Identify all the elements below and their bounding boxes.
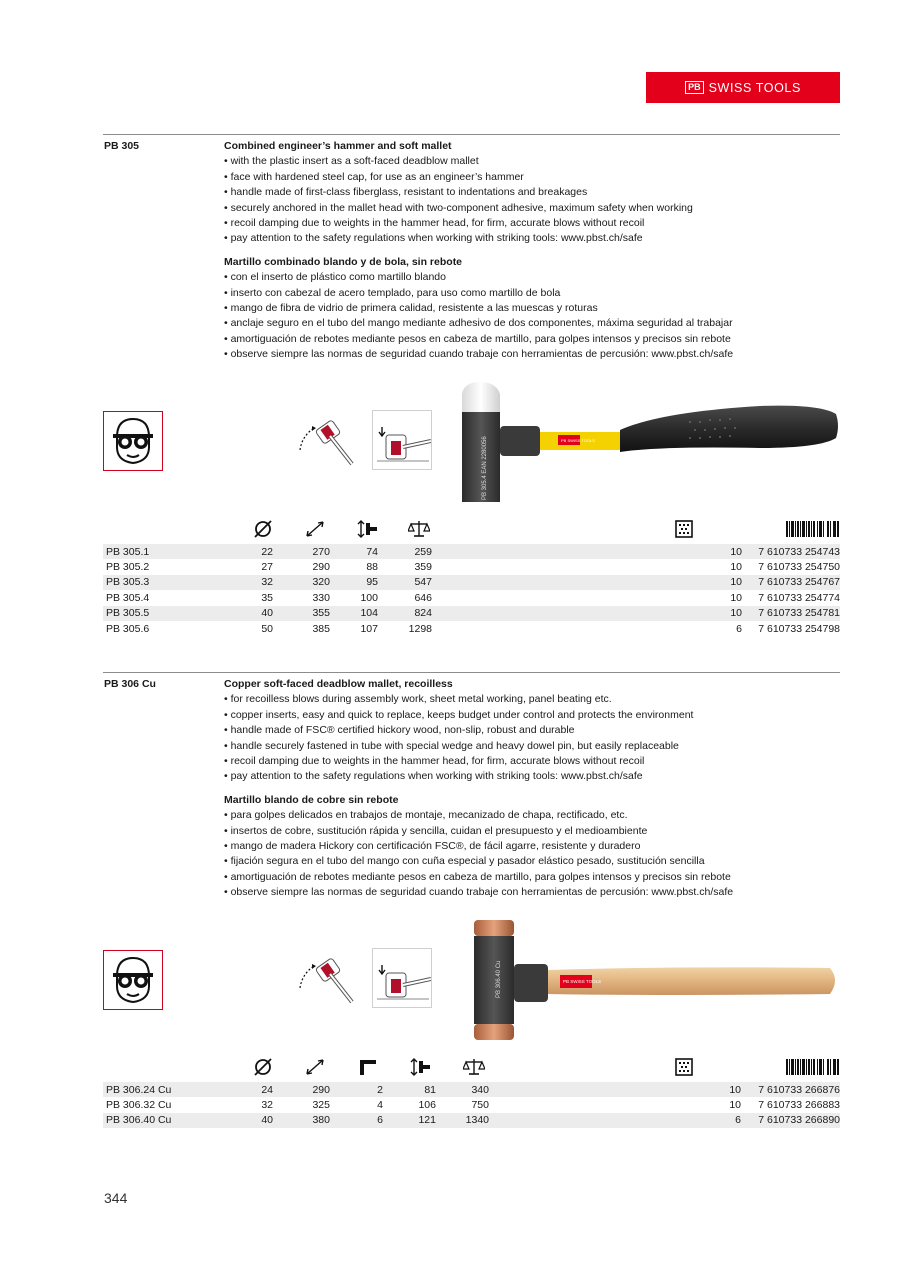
cell-ean: 7 610733 254798: [758, 622, 840, 635]
cell-length: 320: [273, 575, 330, 590]
table-header-icons: [103, 518, 840, 544]
head-length-icon: [409, 1056, 433, 1078]
cell-code: PB 306.32 Cu: [106, 1099, 172, 1112]
handle-label: PB SWISS TOOLS: [563, 979, 602, 984]
table-row: [103, 1097, 840, 1112]
page-number: 344: [104, 1190, 128, 1206]
bullet-en: • recoil damping due to weights in the hammer head, for firm, accurate blows without recoil: [224, 216, 840, 231]
cell-length: 325: [312, 1099, 330, 1112]
cell-ean: 7 610733 254781: [742, 606, 840, 621]
cell-ean: 7 610733 254774: [758, 591, 840, 604]
safety-goggles-icon: [103, 411, 163, 471]
title-es: Martillo blando de cobre sin rebote: [224, 793, 399, 806]
cell-head: 95: [330, 575, 378, 590]
cell-weight: 824: [378, 606, 432, 621]
cell-weight: 1340: [436, 1113, 489, 1128]
diameter-icon: [251, 518, 275, 540]
table-header-icons: [103, 1056, 840, 1082]
product-code: PB 306 Cu: [104, 678, 156, 690]
cell-diameter: 50: [261, 622, 273, 635]
barcode-icon: [785, 518, 841, 540]
cell-qty: 10: [729, 1099, 741, 1112]
section-divider: [103, 134, 840, 135]
cell-length: 380: [273, 1113, 330, 1128]
bullet-es: • con el inserto de plástico como martillo blando: [224, 270, 840, 285]
diameter-icon: [251, 1056, 275, 1078]
cell-head: 104: [330, 606, 378, 621]
cell-code: PB 305.4: [106, 591, 150, 604]
bullet-es: • observe siempre las normas de seguridad cuando trabaje con herramientas de percusión: www.pbst.ch/safe: [224, 885, 840, 900]
cell-ean: 7 610733 254750: [758, 561, 840, 574]
cell-diameter: 27: [261, 561, 273, 574]
cell-head: 100: [360, 591, 378, 604]
cell-insert: 4: [377, 1099, 383, 1112]
cell-weight: 547: [378, 575, 432, 590]
cell-diameter: 22: [213, 544, 273, 559]
length-icon: [303, 1056, 327, 1078]
title-es: Martillo combinado blando y de bola, sin rebote: [224, 255, 463, 268]
table-row: [103, 1113, 840, 1128]
cell-diameter: 24: [213, 1082, 273, 1097]
bullet-es: • inserto con cabezal de acero templado, para uso como martillo de bola: [224, 286, 840, 301]
length-icon: [303, 518, 327, 540]
cell-length: 290: [312, 561, 330, 574]
table-row: [103, 544, 840, 559]
bullet-es: • para golpes delicados en trabajos de montaje, mecanizado de chapa, rectificado, etc.: [224, 808, 840, 823]
safety-goggles-icon: [103, 950, 163, 1010]
cell-qty: 10: [692, 606, 742, 621]
bullet-es: • amortiguación de rebotes mediante pesos en cabeza de martillo, para golpes intensos y precisos sin rebote: [224, 870, 840, 885]
strike-illustration-icon: [372, 948, 432, 1008]
bullet-en: • securely anchored in the mallet head with two-component adhesive, maximum safety when working: [224, 201, 840, 216]
cell-weight: 750: [471, 1099, 489, 1112]
bullet-en: • handle securely fastened in tube with special wedge and heavy dowel pin, but easily replaceable: [224, 739, 840, 754]
cell-length: 290: [273, 1082, 330, 1097]
bullet-en: • handle made of first-class fiberglass, resistant to indentations and breakages: [224, 185, 840, 200]
cell-qty: 10: [692, 575, 742, 590]
bullet-en: • copper inserts, easy and quick to replace, keeps budget under control and protects the environment: [224, 708, 840, 723]
cell-diameter: 32: [213, 575, 273, 590]
cell-head: 81: [383, 1082, 436, 1097]
cell-ean: 7 610733 266876: [741, 1082, 840, 1097]
barcode-icon: [785, 1056, 841, 1078]
cell-insert: 6: [330, 1113, 383, 1128]
table-row: [103, 1082, 840, 1097]
brand-logo: [646, 72, 840, 103]
swing-illustration-icon: [294, 948, 354, 1008]
cell-code: PB 306.24 Cu: [103, 1082, 213, 1097]
bullet-es: • amortiguación de rebotes mediante pesos en cabeza de martillo, para golpes intensos y precisos sin rebote: [224, 332, 840, 347]
bullet-es: • fijación segura en el tubo del mango con cuña especial y pasador elástico pesado, sustitución sencilla: [224, 854, 840, 869]
cell-weight: 1298: [408, 622, 432, 635]
head-print: PB 306.40 Cu: [496, 960, 502, 998]
cell-ean: 7 610733 266883: [758, 1099, 840, 1112]
bullet-es: • mango de madera Hickory con certificación FSC®, de fácil agarre, resistente y duradero: [224, 839, 840, 854]
cell-diameter: 35: [261, 591, 273, 604]
cell-insert: 2: [330, 1082, 383, 1097]
product-description: [224, 139, 840, 363]
table-row: [103, 606, 840, 621]
cell-ean: 7 610733 254743: [742, 544, 840, 559]
title-en: Copper soft-faced deadblow mallet, recoilless: [224, 678, 453, 690]
cell-length: 330: [312, 591, 330, 604]
product-description: [224, 677, 840, 901]
cell-code: PB 305.6: [106, 622, 150, 635]
cell-head: 74: [330, 544, 378, 559]
section-divider: [103, 672, 840, 673]
cell-qty: 10: [730, 561, 742, 574]
cell-ean: 7 610733 266890: [741, 1113, 840, 1128]
weight-icon: [462, 1056, 486, 1078]
bullet-en: • recoil damping due to weights in the hammer head, for firm, accurate blows without recoil: [224, 754, 840, 769]
weight-icon: [407, 518, 431, 540]
product-code: PB 305: [104, 140, 140, 152]
cell-code: PB 305.2: [106, 561, 150, 574]
cell-diameter: 40: [213, 606, 273, 621]
pack-qty-icon: [672, 1056, 696, 1078]
cell-diameter: 32: [261, 1099, 273, 1112]
cell-head: 121: [383, 1113, 436, 1128]
title-en: Combined engineer’s hammer and soft mallet: [224, 140, 452, 152]
pb305-hammer-image: [460, 382, 840, 504]
handle-label: PB SWISS TOOLS: [561, 438, 595, 443]
bullet-en: • with the plastic insert as a soft-faced deadblow mallet: [224, 154, 840, 169]
cell-weight: 259: [378, 544, 432, 559]
bullet-es: • observe siempre las normas de seguridad cuando trabaje con herramientas de percusión: www.pbst.ch/safe: [224, 347, 840, 362]
cell-head: 88: [366, 561, 378, 574]
cell-weight: 359: [414, 561, 432, 574]
cell-head: 106: [418, 1099, 436, 1112]
cell-weight: 646: [414, 591, 432, 604]
bullet-en: • pay attention to the safety regulations when working with striking tools: www.pbst.ch/safe: [224, 769, 840, 784]
cell-qty: 6: [691, 1113, 741, 1128]
bullet-en: • for recoilless blows during assembly work, sheet metal working, panel beating etc.: [224, 692, 840, 707]
cell-code: PB 305.5: [103, 606, 213, 621]
cell-code: PB 305.3: [103, 575, 213, 590]
cell-qty: 10: [730, 591, 742, 604]
swing-illustration-icon: [294, 410, 354, 470]
cell-length: 385: [312, 622, 330, 635]
strike-illustration-icon: [372, 410, 432, 470]
insert-icon: [356, 1056, 380, 1078]
pack-qty-icon: [672, 518, 696, 540]
cell-qty: 6: [736, 622, 742, 635]
brand-mark: PB: [685, 81, 704, 94]
bullet-en: • face with hardened steel cap, for use as an engineer’s hammer: [224, 170, 840, 185]
cell-head: 107: [360, 622, 378, 635]
head-print: PB 305.4 EAN 2280056: [482, 436, 488, 500]
cell-code: PB 305.1: [103, 544, 213, 559]
table-row: [103, 559, 840, 574]
cell-ean: 7 610733 254767: [742, 575, 840, 590]
brand-name: SWISS TOOLS: [708, 80, 801, 95]
cell-length: 270: [273, 544, 330, 559]
pb306-spec-table: [103, 1056, 840, 1128]
cell-code: PB 306.40 Cu: [103, 1113, 213, 1128]
bullet-es: • anclaje seguro en el tubo del mango mediante adhesivo de dos componentes, máxima seguridad al trabajar: [224, 316, 840, 331]
pb305-spec-table: [103, 518, 840, 636]
cell-qty: 10: [692, 544, 742, 559]
table-row: [103, 575, 840, 590]
table-row: [103, 621, 840, 636]
cell-length: 355: [273, 606, 330, 621]
table-row: [103, 590, 840, 605]
pb306-hammer-image: [470, 920, 840, 1042]
cell-qty: 10: [691, 1082, 741, 1097]
cell-weight: 340: [436, 1082, 489, 1097]
head-length-icon: [356, 518, 380, 540]
bullet-en: • handle made of FSC® certified hickory wood, non-slip, robust and durable: [224, 723, 840, 738]
bullet-en: • pay attention to the safety regulations when working with striking tools: www.pbst.ch/safe: [224, 231, 840, 246]
bullet-es: • mango de fibra de vidrio de primera calidad, resistente a las muescas y roturas: [224, 301, 840, 316]
bullet-es: • insertos de cobre, sustitución rápida y sencilla, cuidan el presupuesto y el medioambiente: [224, 824, 840, 839]
cell-diameter: 40: [213, 1113, 273, 1128]
